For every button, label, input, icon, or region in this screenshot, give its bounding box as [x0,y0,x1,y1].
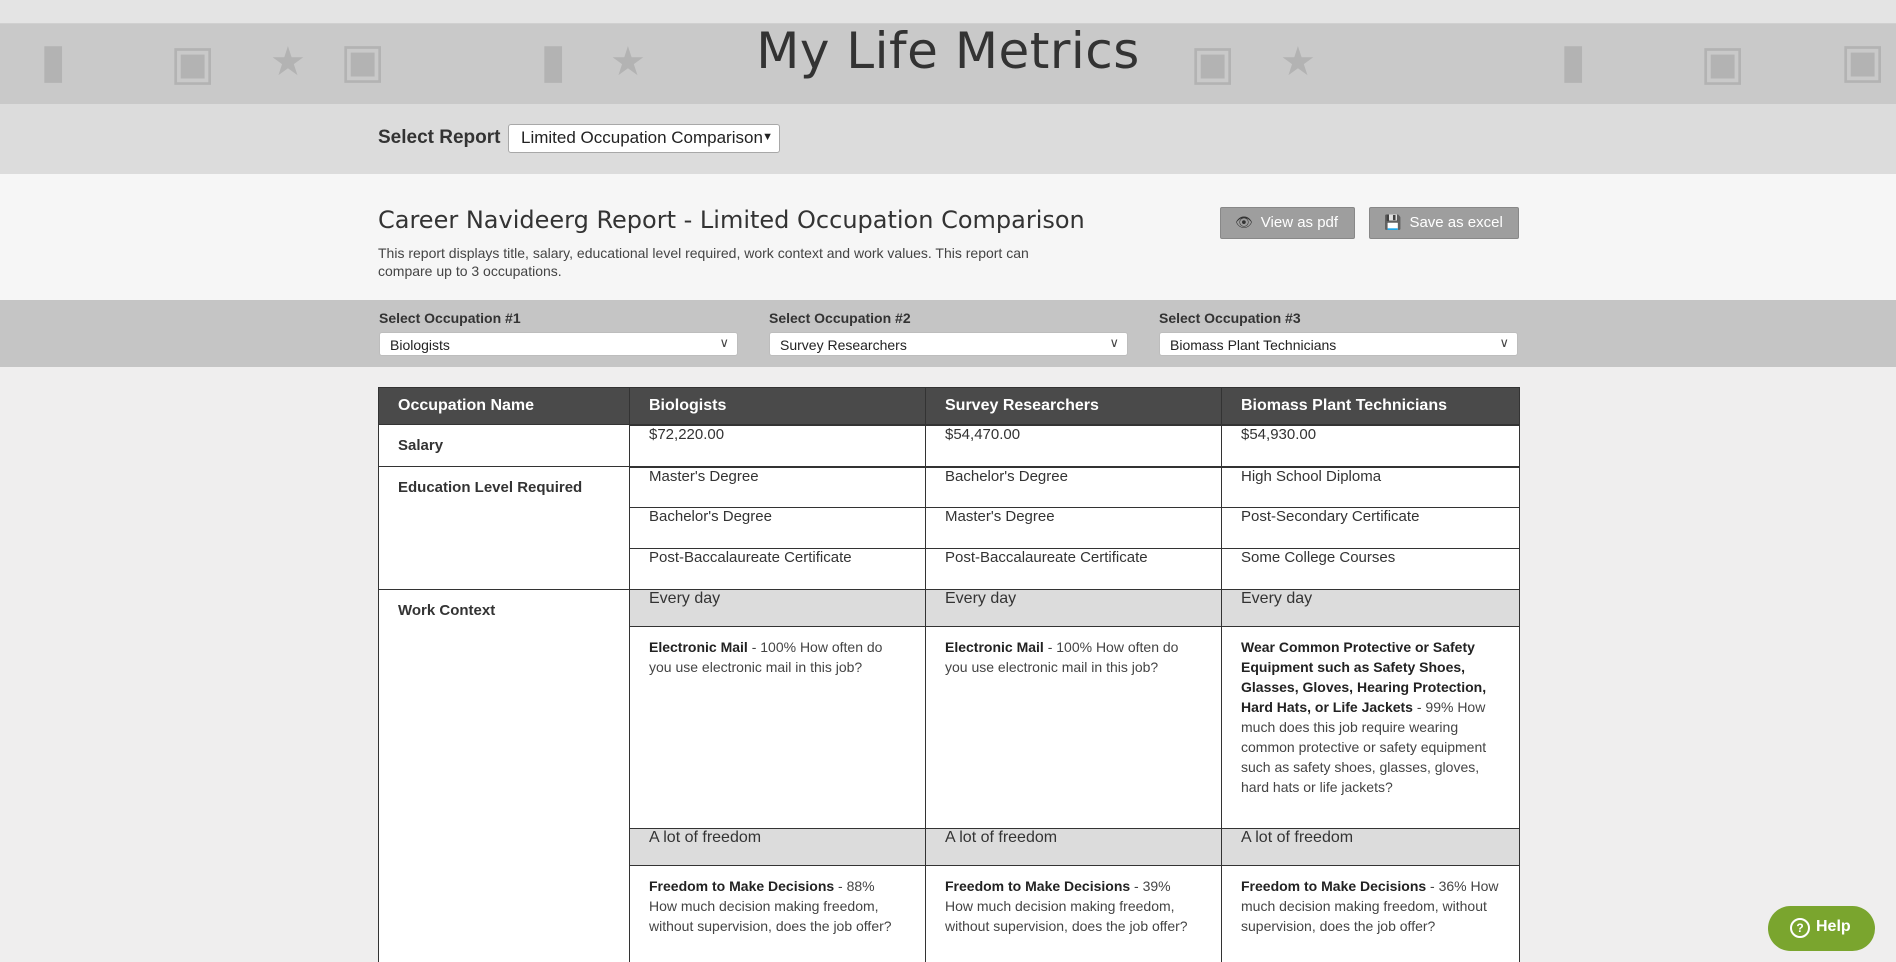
work-context-detail: Wear Common Protective or Safety Equipment such as Safety Shoes, Glasses, Gloves, Hearing Protection, Hard Hats, or Life Jackets - 99% How much does this job require wearing common protective or safety equipment such as safety shoes, glasses, gloves, hard hats or life jackets? [1222,627,1520,829]
star-icon: ★ [270,40,306,84]
education-row [379,467,1520,508]
education-value: Some College Courses [1222,549,1520,590]
chevron-down-icon: ∨ [719,335,729,350]
book-icon: ▮ [540,35,567,88]
occupation-1-select[interactable] [379,332,738,356]
save-excel-button[interactable] [1369,207,1519,239]
occupation-3-select[interactable] [1159,332,1518,356]
book-icon: ▮ [40,35,67,88]
header-occupation-2: Survey Researchers [926,388,1222,425]
occupation-1-label: Select Occupation #1 [379,310,521,326]
frequency-band: Every day [1222,590,1520,627]
salary-value: $72,220.00 [630,425,926,467]
star-icon: ★ [610,40,646,84]
eye-icon: 👁 [1235,214,1253,230]
backpack-icon: ▣ [1190,37,1236,90]
header-occupation-name: Occupation Name [379,388,630,425]
help-label: Help [1816,918,1851,935]
education-value: Bachelor's Degree [926,467,1222,508]
occupation-1-value: Biologists [390,337,450,353]
save-icon: 💾 [1384,214,1402,230]
comparison-table [378,387,1520,962]
freedom-band: A lot of freedom [1222,829,1520,866]
header-occupation-1: Biologists [630,388,926,425]
backpack-icon: ▣ [340,35,386,88]
report-select[interactable] [508,124,780,153]
education-value: Master's Degree [926,508,1222,549]
report-description: This report displays title, salary, educational level required, work context and work values. This report can compare up to 3 occupations. [378,245,1029,279]
education-value: Post-Secondary Certificate [1222,508,1520,549]
work-context-detail: Electronic Mail - 100% How often do you use electronic mail in this job? [926,627,1222,829]
question-icon: ? [1790,918,1810,938]
report-title: Career Navideerg Report - Limited Occupation Comparison [378,206,1085,234]
chevron-down-icon: ∨ [1109,335,1119,350]
backpack-icon: ▣ [1700,37,1746,90]
occupation-3-value: Biomass Plant Technicians [1170,337,1337,353]
help-button[interactable] [1768,906,1875,951]
education-value: Bachelor's Degree [630,508,926,549]
caret-down-icon: ▼ [762,131,773,143]
report-header [0,174,1896,300]
salary-value: $54,470.00 [926,425,1222,467]
work-context-label: Work Context [379,590,630,962]
education-label: Education Level Required [379,467,630,590]
occupation-2-value: Survey Researchers [780,337,907,353]
header-occupation-3: Biomass Plant Technicians [1222,388,1520,425]
chevron-down-icon: ∨ [1499,335,1509,350]
work-context-band-row [379,590,1520,627]
education-value: Post-Baccalaureate Certificate [926,549,1222,590]
work-context-detail: Electronic Mail - 100% How often do you use electronic mail in this job? [630,627,926,829]
report-select-label: Select Report [378,127,501,148]
book-icon: ▮ [1560,35,1587,88]
freedom-band: A lot of freedom [630,829,926,866]
view-pdf-label: View as pdf [1260,214,1339,231]
table-header-row [379,388,1520,425]
freedom-band: A lot of freedom [926,829,1222,866]
salary-row [379,425,1520,467]
view-pdf-button[interactable] [1220,207,1355,239]
education-value: Master's Degree [630,467,926,508]
report-select-value: Limited Occupation Comparison [521,128,763,147]
education-value: Post-Baccalaureate Certificate [630,549,926,590]
occupation-2-label: Select Occupation #2 [769,310,911,326]
salary-label: Salary [379,425,630,467]
work-context-detail: Freedom to Make Decisions - 39% How much decision making freedom, without supervision, does the job offer? [926,866,1222,962]
frequency-band: Every day [630,590,926,627]
top-strip [0,0,1896,24]
occupation-3-label: Select Occupation #3 [1159,310,1301,326]
star-icon: ★ [1280,40,1316,84]
frequency-band: Every day [926,590,1222,627]
work-context-detail: Freedom to Make Decisions - 36% How much decision making freedom, without supervision, does the job offer? [1222,866,1520,962]
backpack-icon: ▣ [170,37,216,90]
occupation-2-select[interactable] [769,332,1128,356]
backpack-icon: ▣ [1840,35,1886,88]
save-excel-label: Save as excel [1409,214,1503,231]
work-context-detail: Freedom to Make Decisions - 88% How much decision making freedom, without supervision, does the job offer? [630,866,926,962]
app-title: My Life Metrics [756,22,1140,80]
report-select-bar [0,104,1896,174]
education-value: High School Diploma [1222,467,1520,508]
salary-value: $54,930.00 [1222,425,1520,467]
